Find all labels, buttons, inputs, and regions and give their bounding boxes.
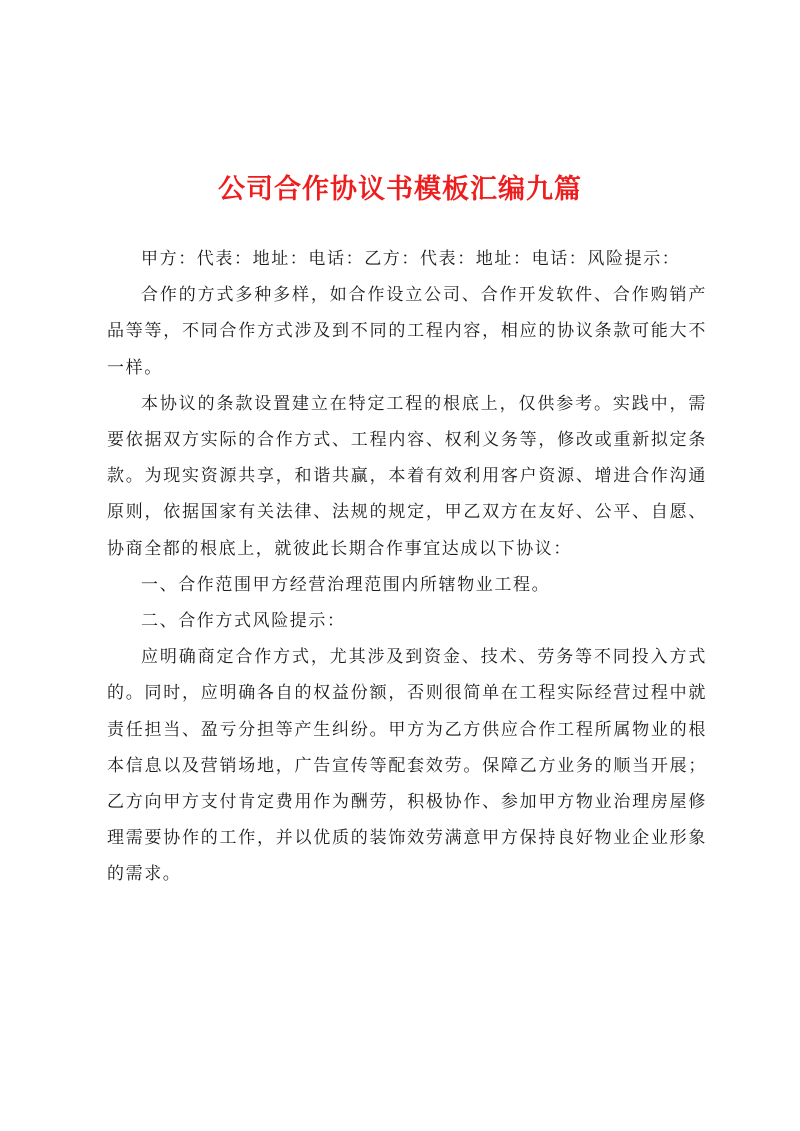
document-body [107, 241, 707, 893]
paragraph-cooperation-forms: 合作的方式多种多样，如合作设立公司、合作开发软件、合作购销产品等等，不同合作方式涉及到不同的工程内容，相应的协议条款可能大不一样。 [107, 285, 707, 378]
paragraph-section-1-scope: 一、合作范围甲方经营治理范围内所辖物业工程。 [141, 574, 551, 595]
document-title: 公司合作协议书模板汇编九篇 [218, 174, 582, 205]
paragraph-agreement-basis: 本协议的条款设置建立在特定工程的根底上，仅供参考。实践中，需要依据双方实际的合作方式、工程内容、权利义务等，修改或重新拟定条款。为现实资源共享，和谐共赢，本着有效利用客户资源、增进合作沟通原则，依据国家有关法律、法规的规定，甲乙双方在友好、公平、自愿、协商全都的根底上，就彼此长期合作事宜达成以下协议： [107, 393, 707, 559]
paragraph-section-2-heading: 二、合作方式风险提示： [141, 611, 346, 632]
paragraph-section-2-content: 应明确商定合作方式，尤其涉及到资金、技术、劳务等不同投入方式的。同时，应明确各自的权益份额，否则很简单在工程实际经营过程中就责任担当、盈亏分担等产生纠纷。甲方为乙方供应合作工程所属物业的根本信息以及营销场地，广告宣传等配套效劳。保障乙方业务的顺当开展；乙方向甲方支付肯定费用作为酬劳，积极协作、参加甲方物业治理房屋修理需要协作的工作，并以优质的装饰效劳满意甲方保持良好物业企业形象的需求。 [107, 647, 707, 885]
paragraph-parties: 甲方：代表：地址：电话：乙方：代表：地址：电话：风险提示： [141, 249, 681, 269]
